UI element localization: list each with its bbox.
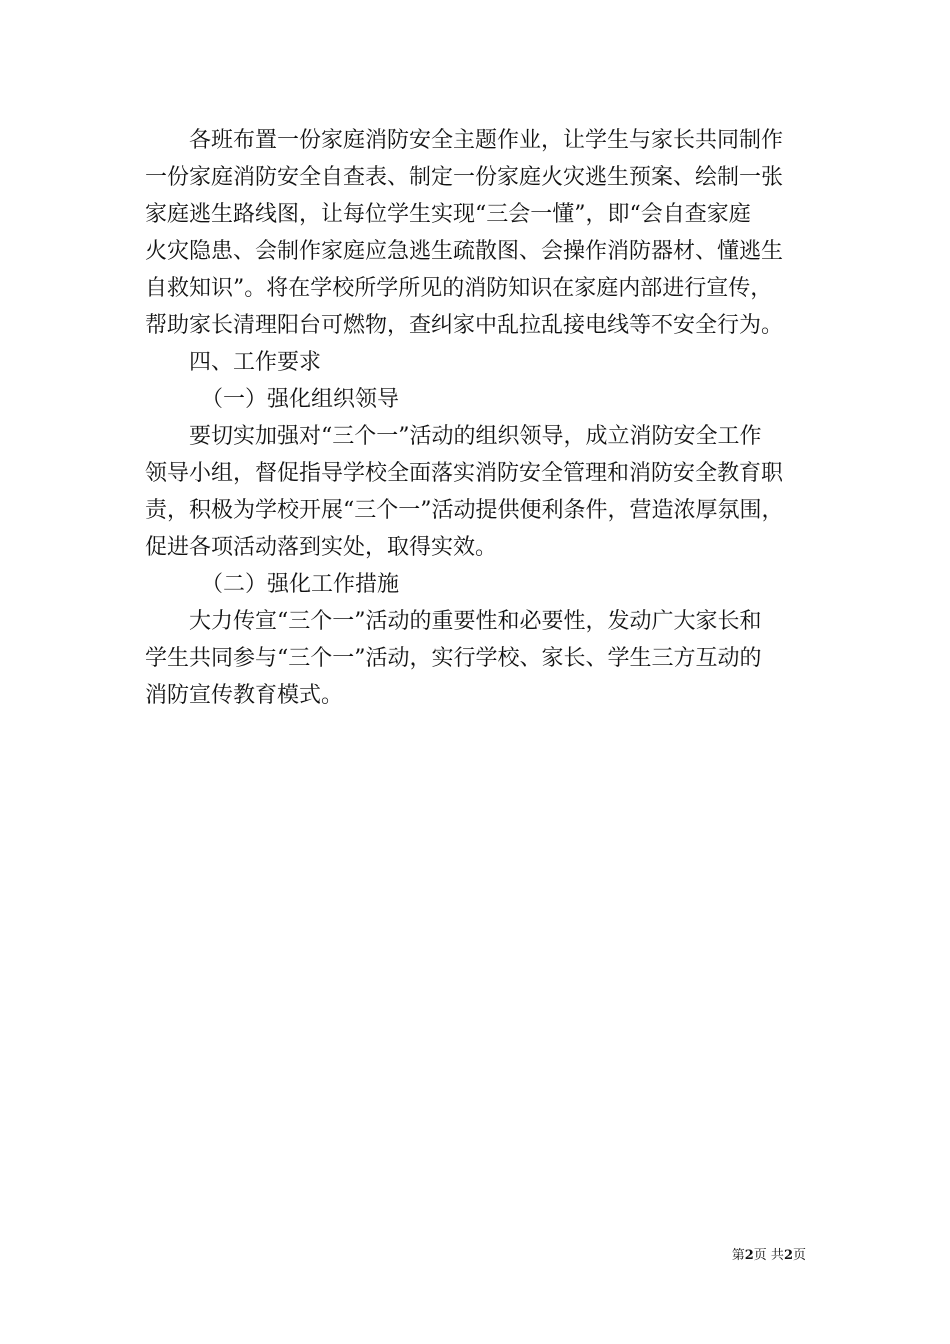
text-line: 要切实加强对“三个一”活动的组织领导，成立消防安全工作 (189, 424, 762, 449)
footer-prefix: 第 (731, 1248, 745, 1263)
paragraph-organization (145, 418, 825, 566)
text-line: 火灾隐患、会制作家庭应急逃生疏散图、会操作消防器材、懂逃生 (145, 239, 784, 264)
footer-total-pages: 2 (783, 1248, 793, 1263)
text-line: 促进各项活动落到实处，取得实效。 (145, 535, 498, 560)
subheading-measures: （二）强化工作措施 (201, 572, 400, 597)
text-line: 各班布置一份家庭消防安全主题作业，让学生与家长共同制作 (189, 128, 784, 153)
section-heading-work-requirements: 四、工作要求 (189, 350, 322, 375)
footer-suffix: 页 (792, 1248, 806, 1263)
text-line: 大力传宣“三个一”活动的重要性和必要性，发动广大家长和 (189, 609, 762, 634)
text-line: 领导小组，督促指导学校全面落实消防安全管理和消防安全教育职 (145, 461, 784, 486)
subheading-organization: （一）强化组织领导 (201, 387, 400, 412)
document-body (145, 122, 825, 714)
footer-middle: 页 共 (753, 1248, 784, 1263)
text-line: 帮助家长清理阳台可燃物，查纠家中乱拉乱接电线等不安全行为。 (145, 313, 784, 338)
text-line: 学生共同参与“三个一”活动，实行学校、家长、学生三方互动的 (145, 646, 762, 671)
text-line: 家庭逃生路线图，让每位学生实现“三会一懂”，即“会自查家庭 (145, 202, 751, 227)
page-footer (732, 1247, 806, 1265)
footer-page-number: 2 (744, 1248, 754, 1263)
paragraph-family-assignment (145, 122, 825, 344)
paragraph-measures (145, 603, 825, 714)
text-line: 自救知识”。将在学校所学所见的消防知识在家庭内部进行宣传， (145, 276, 773, 301)
text-line: 消防宣传教育模式。 (145, 683, 344, 708)
text-line: 责，积极为学校开展“三个一”活动提供便利条件，营造浓厚氛围， (145, 498, 784, 523)
text-line: 一份家庭消防安全自查表、制定一份家庭火灾逃生预案、绘制一张 (145, 165, 784, 190)
